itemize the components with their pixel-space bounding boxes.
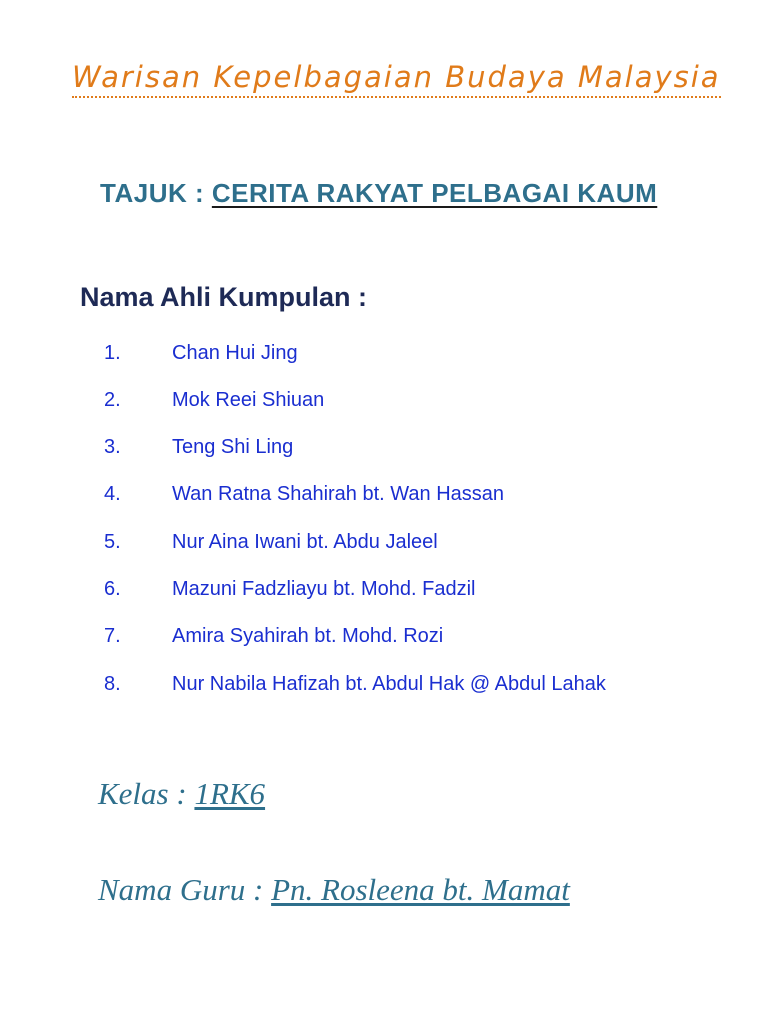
topic-value: CERITA RAKYAT PELBAGAI KAUM xyxy=(211,178,658,208)
teacher-value: Pn. Rosleena bt. Mamat xyxy=(271,872,570,907)
list-item xyxy=(0,531,768,561)
member-name: Nur Nabila Hafizah bt. Abdul Hak @ Abdul Lahak xyxy=(172,673,606,695)
list-item xyxy=(0,578,768,608)
class-line xyxy=(98,776,265,812)
list-item xyxy=(0,389,768,419)
member-number: 3. xyxy=(104,436,121,458)
list-item xyxy=(0,436,768,466)
members-heading: Nama Ahli Kumpulan : xyxy=(80,282,368,312)
class-value: 1RK6 xyxy=(194,776,266,811)
teacher-line xyxy=(98,872,570,908)
member-number: 6. xyxy=(104,578,121,600)
member-name: Chan Hui Jing xyxy=(172,342,298,364)
member-number: 8. xyxy=(104,673,121,695)
member-name: Mok Reei Shiuan xyxy=(172,389,325,411)
class-label: Kelas : xyxy=(98,776,195,811)
member-number: 4. xyxy=(104,483,121,505)
member-number: 5. xyxy=(104,531,121,553)
member-number: 7. xyxy=(104,625,121,647)
member-name: Mazuni Fadzliayu bt. Mohd. Fadzil xyxy=(172,578,476,600)
member-name: Teng Shi Ling xyxy=(172,436,294,458)
member-name: Nur Aina Iwani bt. Abdu Jaleel xyxy=(172,531,438,553)
member-name: Amira Syahirah bt. Mohd. Rozi xyxy=(172,625,444,647)
list-item xyxy=(0,625,768,655)
list-item xyxy=(0,342,768,372)
topic-line xyxy=(100,178,657,209)
list-item xyxy=(0,673,768,703)
member-name: Wan Ratna Shahirah bt. Wan Hassan xyxy=(172,483,505,505)
page-title: Warisan Kepelbagaian Budaya Malaysia xyxy=(72,60,721,98)
member-number: 2. xyxy=(104,389,121,411)
topic-label: TAJUK : xyxy=(100,178,212,208)
list-item xyxy=(0,483,768,513)
teacher-label: Nama Guru : xyxy=(98,872,272,907)
member-number: 1. xyxy=(104,342,121,364)
